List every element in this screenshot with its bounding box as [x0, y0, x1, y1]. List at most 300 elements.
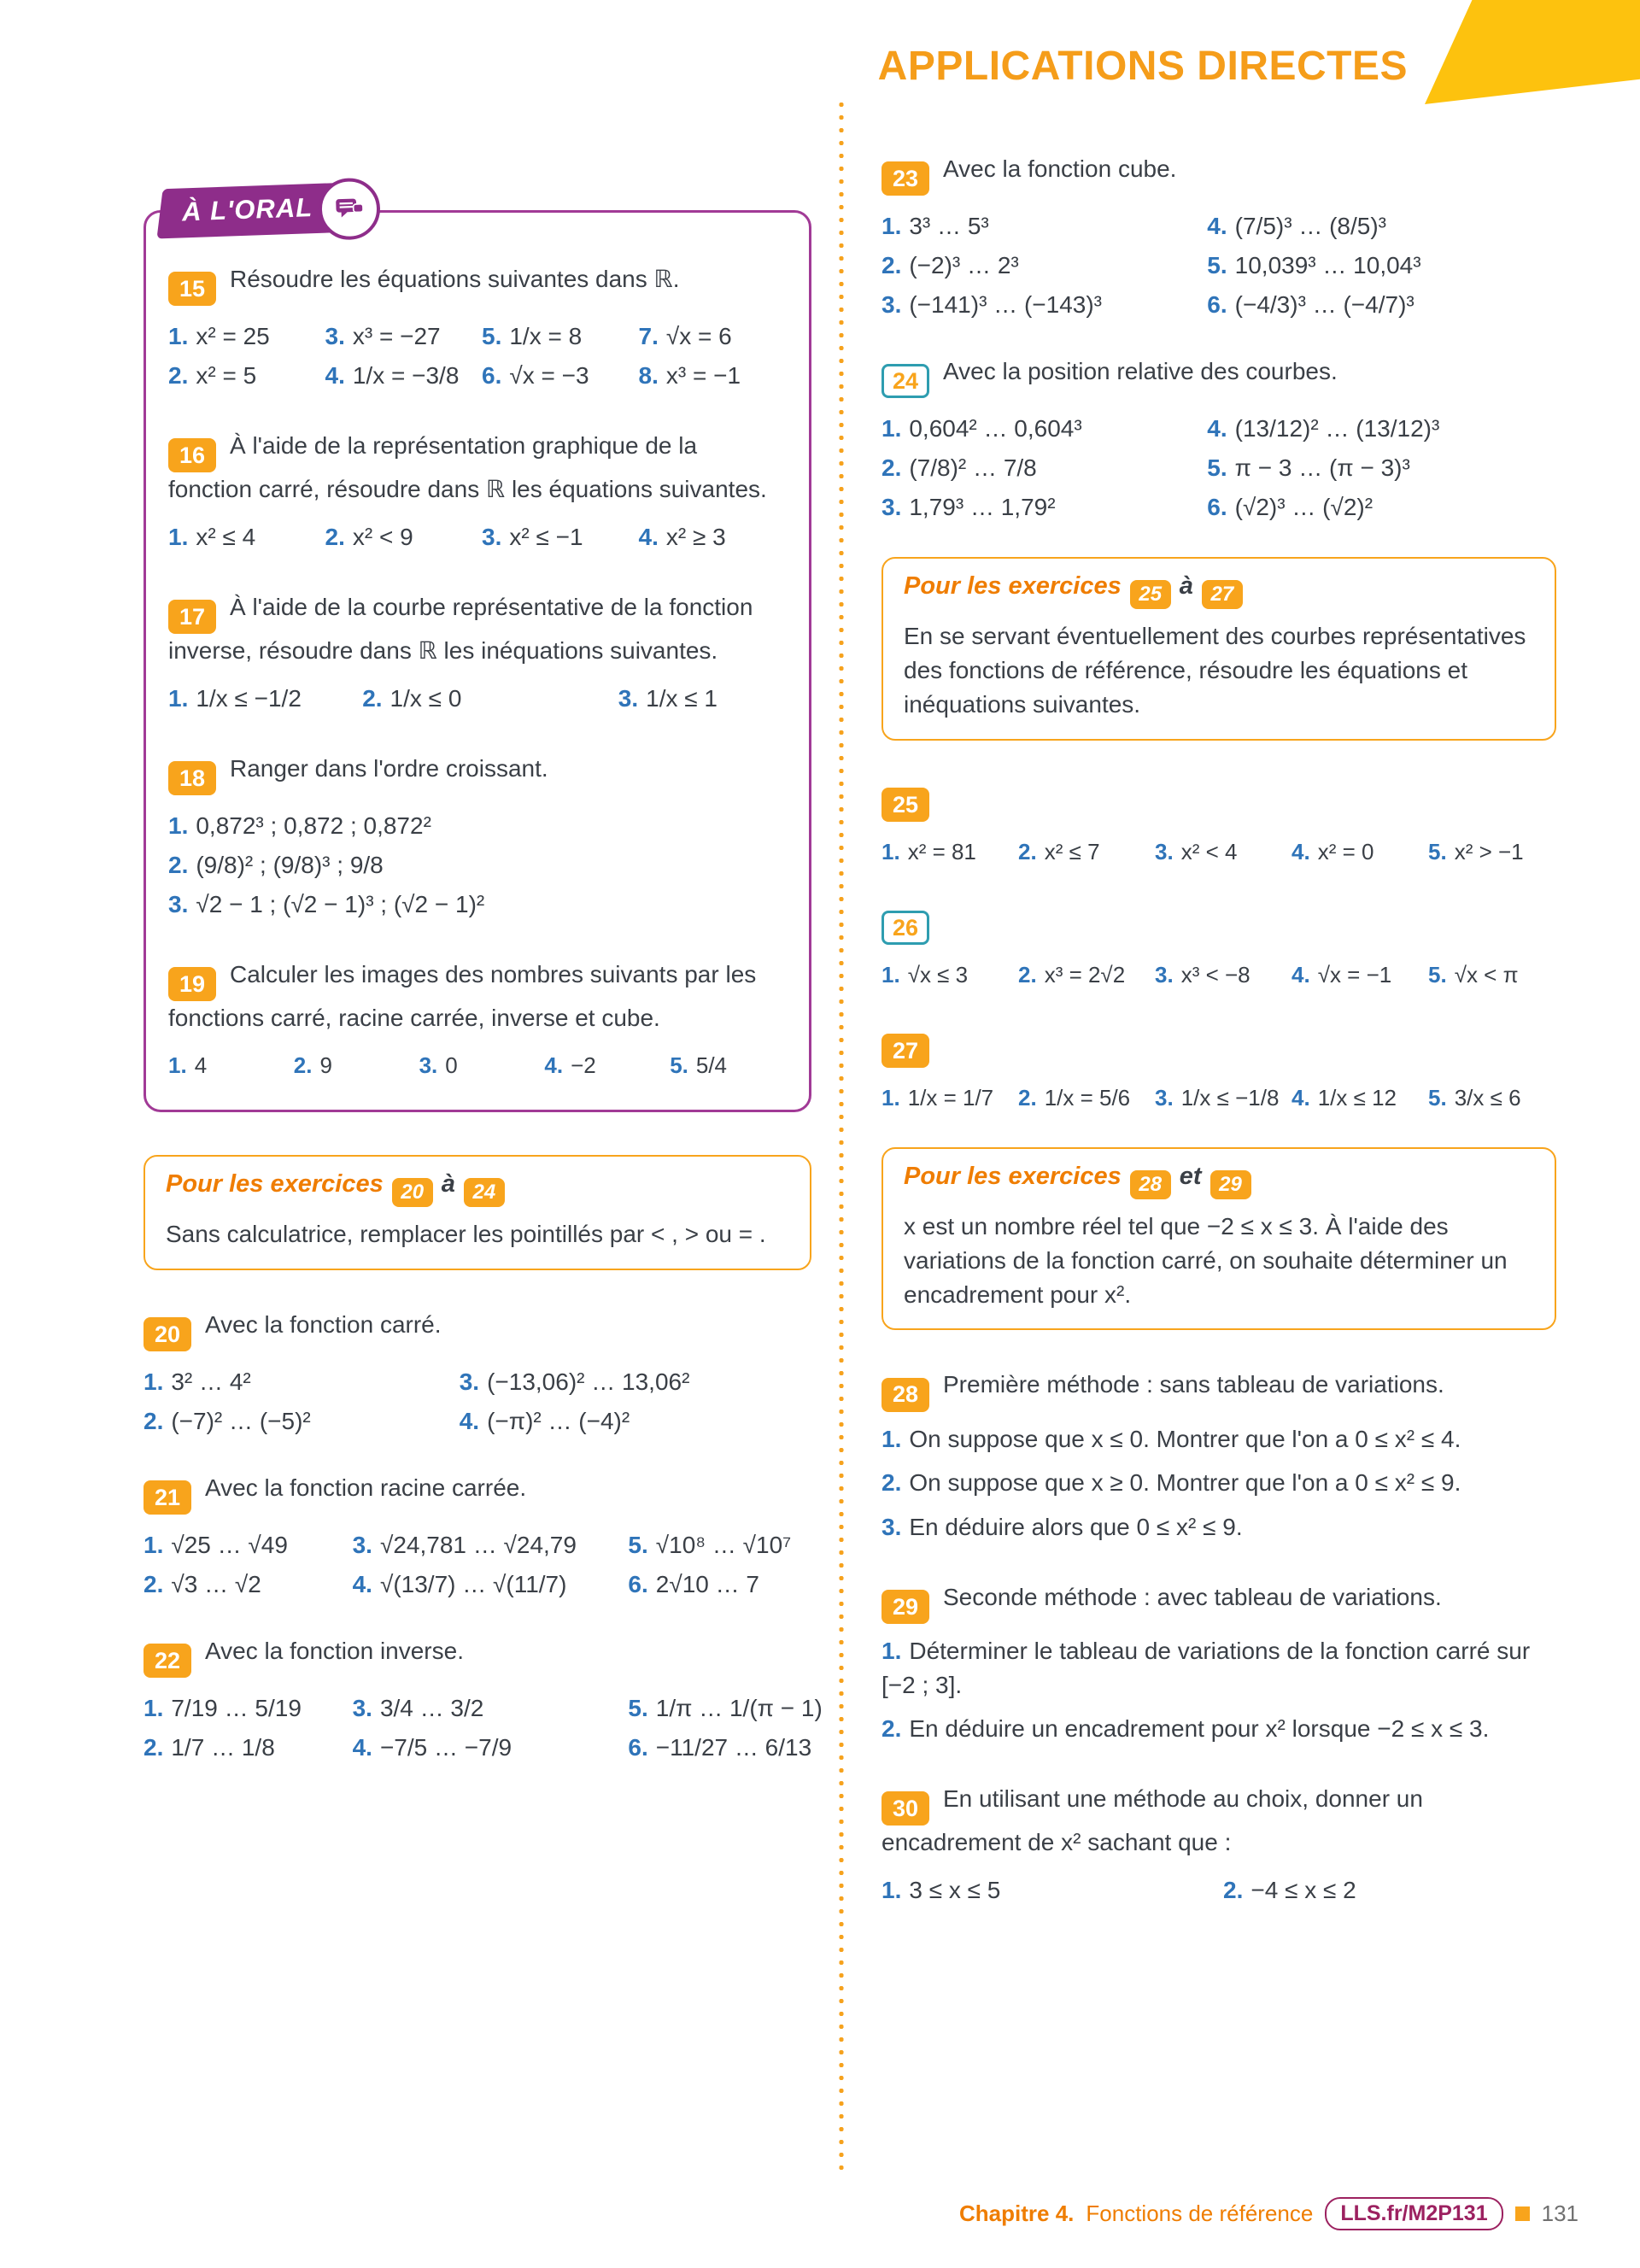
item-number: 2.	[882, 454, 902, 482]
exercise-intro: À l'aide de la représentation graphique de la fonction carré, résoudre dans ℝ les équations suivantes.	[168, 432, 767, 503]
exercise-badge: 18	[168, 761, 216, 795]
item-text: 10,039³ … 10,04³	[1234, 252, 1421, 279]
item-number: 5.	[482, 323, 502, 350]
item-number: 2.	[1018, 838, 1037, 864]
item-number: 2.	[144, 1734, 164, 1761]
exercise-badge: 27	[882, 1034, 929, 1068]
exercise-badge: 21	[144, 1480, 191, 1515]
exercise-badge: 28	[882, 1378, 929, 1412]
exercise-27	[882, 1024, 1556, 1111]
note-title	[904, 572, 1534, 609]
item-text: 1/x ≤ 1	[646, 685, 718, 712]
item-number: 2.	[168, 852, 189, 879]
exercise-badge: 30	[882, 1791, 929, 1826]
item-text: x² = 0	[1317, 838, 1374, 864]
exercise-item	[460, 1408, 820, 1435]
exercise-head	[168, 752, 787, 795]
item-number: 7.	[638, 323, 659, 350]
exercise-item	[325, 524, 474, 551]
item-text: 1/x ≤ 0	[390, 685, 462, 712]
exercise-item	[628, 1532, 829, 1559]
item-number: 2.	[1223, 1877, 1244, 1904]
page-title: APPLICATIONS DIRECTES	[877, 44, 1408, 89]
item-text: 9	[319, 1052, 332, 1079]
exercise-item	[1292, 839, 1420, 865]
item-number: 5.	[1428, 1085, 1447, 1111]
item-text: 0,872³ ; 0,872 ; 0,872²	[196, 812, 431, 840]
item-number: 1.	[882, 838, 900, 864]
item-text: x² < 4	[1180, 838, 1238, 864]
item-number: 1.	[168, 812, 189, 840]
exercise-item	[1155, 962, 1283, 988]
item-number: 4.	[1292, 1085, 1310, 1111]
exercise-head	[168, 958, 787, 1035]
item-text: √x = −1	[1317, 961, 1392, 987]
exercise-item	[353, 1532, 620, 1559]
note-title-text: Pour les exercices	[166, 1170, 384, 1198]
item-text: 3² … 4²	[171, 1368, 251, 1396]
exercise-item	[1207, 291, 1565, 319]
exercise-item	[1223, 1877, 1556, 1904]
exercise-item	[144, 1368, 451, 1396]
item-text: x³ = 2√2	[1044, 961, 1126, 987]
exercise-item	[882, 1712, 1556, 1746]
exercise-intro: Avec la position relative des courbes.	[943, 358, 1338, 385]
exercise-items	[882, 415, 1556, 521]
right-column	[882, 152, 1556, 1940]
exercise-19	[168, 958, 787, 1079]
exercise-item	[1207, 494, 1565, 521]
item-number: 3.	[882, 1514, 902, 1540]
exercise-item	[168, 524, 317, 551]
item-text: 4	[194, 1052, 208, 1079]
exercise-head	[882, 1782, 1556, 1860]
exercise-item	[1018, 839, 1146, 865]
item-text: x² ≤ 4	[196, 524, 256, 551]
exercise-item	[1207, 454, 1565, 482]
item-number: 1.	[882, 961, 900, 987]
item-number: 1.	[144, 1532, 164, 1559]
item-text: 7/19 … 5/19	[171, 1695, 302, 1722]
note-badge-from: 20	[392, 1178, 433, 1207]
exercise-head	[882, 152, 1556, 196]
item-text: (7/5)³ … (8/5)³	[1234, 213, 1387, 240]
exercise-badge: 15	[168, 272, 216, 306]
exercise-intro: Première méthode : sans tableau de variations.	[943, 1371, 1444, 1398]
exercise-15	[168, 262, 787, 390]
item-number: 4.	[1207, 213, 1227, 240]
exercise-head	[144, 1471, 811, 1515]
item-text: π − 3 … (π − 3)³	[1234, 454, 1410, 482]
exercise-item	[144, 1571, 344, 1598]
exercise-item	[1292, 1085, 1420, 1111]
item-number: 3.	[419, 1052, 438, 1079]
item-text: 0	[445, 1052, 458, 1079]
item-text: (−4/3)³ … (−4/7)³	[1234, 291, 1414, 319]
item-text: 5/4	[695, 1052, 728, 1079]
exercise-item	[168, 852, 787, 879]
exercise-25	[882, 778, 1556, 865]
exercise-item	[628, 1734, 829, 1761]
exercise-item	[882, 962, 1010, 988]
item-text: 2√10 … 7	[655, 1571, 759, 1598]
item-text: (−2)³ … 2³	[909, 252, 1019, 279]
item-number: 3.	[459, 1368, 480, 1396]
item-number: 1.	[882, 213, 902, 240]
exercise-item	[1018, 1085, 1146, 1111]
item-text: 1/7 … 1/8	[171, 1734, 275, 1761]
exercise-badge: 16	[168, 438, 216, 472]
note-title	[166, 1170, 789, 1207]
exercise-item	[628, 1695, 829, 1722]
exercise-item	[168, 685, 354, 712]
item-number: 4.	[1207, 415, 1227, 442]
item-number: 5.	[1428, 838, 1447, 864]
item-number: 5.	[628, 1532, 648, 1559]
exercise-item	[882, 1510, 1556, 1544]
exercise-item	[168, 323, 317, 350]
item-number: 3.	[352, 1695, 372, 1722]
exercise-17	[168, 590, 787, 712]
exercise-item	[419, 1052, 536, 1079]
note-joiner: à	[1179, 572, 1193, 601]
exercise-head	[882, 1368, 1556, 1411]
exercise-intro: Avec la fonction inverse.	[205, 1638, 464, 1665]
note-badge-to: 24	[464, 1178, 505, 1207]
item-text: √2 − 1 ; (√2 − 1)³ ; (√2 − 1)²	[196, 891, 485, 918]
page-number: 131	[1541, 2201, 1578, 2226]
exercise-item	[168, 891, 787, 918]
exercise-intro: Avec la fonction racine carrée.	[205, 1474, 527, 1502]
item-number: 2.	[325, 524, 345, 551]
item-number: 3.	[168, 891, 189, 918]
exercise-badge: 17	[168, 600, 216, 634]
exercise-item	[882, 252, 1198, 279]
item-text: x³ < −8	[1180, 961, 1250, 987]
item-text: √x ≤ 3	[907, 961, 969, 987]
item-text: (7/8)² … 7/8	[909, 454, 1037, 482]
exercise-item	[1018, 962, 1146, 988]
item-text: x² = 25	[196, 323, 270, 350]
note-joiner: à	[441, 1170, 455, 1198]
note-title-text: Pour les exercices	[904, 1163, 1122, 1191]
item-number: 2.	[882, 252, 902, 279]
item-number: 1.	[168, 524, 189, 551]
item-text: 1/x = 5/6	[1044, 1085, 1131, 1111]
exercise-item	[618, 685, 804, 712]
item-text: Déterminer le tableau de variations de la fonction carré sur [−2 ; 3].	[882, 1637, 1531, 1698]
note-body: Sans calculatrice, remplacer les pointillés par < , > ou = .	[166, 1221, 766, 1248]
item-text: (−7)² … (−5)²	[171, 1408, 311, 1435]
exercise-head	[168, 429, 787, 507]
exercise-26	[882, 901, 1556, 988]
item-text: x³ = −27	[352, 323, 441, 350]
item-number: 4.	[325, 362, 345, 390]
exercise-items	[168, 524, 787, 551]
note-box-28-29	[882, 1147, 1556, 1330]
item-text: 1,79³ … 1,79²	[909, 494, 1056, 521]
exercise-item	[639, 323, 788, 350]
lls-link-badge[interactable]: LLS.fr/M2P131	[1325, 2197, 1502, 2230]
item-text: 1/x ≤ 12	[1317, 1085, 1397, 1111]
item-text: En déduire alors que 0 ≤ x² ≤ 9.	[909, 1514, 1243, 1540]
exercise-items	[882, 962, 1556, 988]
item-number: 1.	[144, 1368, 164, 1396]
item-text: x² = 5	[196, 362, 257, 390]
exercise-items	[168, 812, 787, 918]
item-number: 2.	[293, 1052, 313, 1079]
exercise-28	[882, 1368, 1556, 1544]
item-number: 1.	[882, 1085, 900, 1111]
item-text: On suppose que x ≥ 0. Montrer que l'on a 0 ≤ x² ≤ 9.	[909, 1469, 1461, 1497]
note-box-20-24	[144, 1155, 811, 1270]
exercise-item	[325, 323, 474, 350]
item-number: 5.	[670, 1052, 688, 1079]
note-title	[904, 1163, 1534, 1199]
exercise-item	[168, 1052, 285, 1079]
item-text: −11/27 … 6/13	[655, 1734, 812, 1761]
exercise-badge: 22	[144, 1644, 191, 1678]
corner-decoration	[1425, 0, 1640, 104]
exercise-item	[882, 494, 1198, 521]
exercise-item	[882, 454, 1198, 482]
item-number: 2.	[362, 685, 383, 712]
item-text: x³ = −1	[665, 362, 741, 390]
exercise-intro: Seconde méthode : avec tableau de variations.	[943, 1583, 1442, 1610]
exercise-badge-outlined: 24	[882, 364, 929, 398]
item-text: √3 … √2	[171, 1571, 261, 1598]
exercise-item	[882, 213, 1198, 240]
exercise-head	[882, 1580, 1556, 1624]
item-number: 1.	[144, 1695, 164, 1722]
exercise-item	[1207, 252, 1565, 279]
item-number: 3.	[618, 685, 639, 712]
item-text: 0,604² … 0,604³	[909, 415, 1082, 442]
note-badge-from: 28	[1130, 1170, 1171, 1199]
exercise-22	[144, 1634, 823, 1761]
item-number: 2.	[882, 1715, 902, 1743]
note-badge-to: 29	[1210, 1170, 1251, 1199]
item-text: 3/x ≤ 6	[1454, 1085, 1521, 1111]
exercise-item	[1428, 1085, 1556, 1111]
item-text: 1/π … 1/(π − 1)	[655, 1695, 823, 1722]
item-number: 4.	[1292, 838, 1310, 864]
page-footer	[959, 2197, 1578, 2230]
exercise-item	[1207, 415, 1565, 442]
exercise-item	[882, 839, 1010, 865]
exercise-16	[168, 429, 787, 551]
exercise-head	[882, 901, 1556, 945]
exercise-items	[144, 1368, 811, 1435]
item-number: 4.	[544, 1052, 564, 1079]
item-number: 2.	[144, 1408, 164, 1435]
item-text: −2	[571, 1052, 596, 1079]
exercise-badge: 23	[882, 161, 929, 196]
item-number: 6.	[628, 1734, 648, 1761]
exercise-item	[1155, 839, 1283, 865]
oral-ribbon	[159, 182, 374, 241]
item-text: x² ≤ 7	[1044, 838, 1100, 864]
item-number: 4.	[638, 524, 659, 551]
item-number: 4.	[459, 1408, 480, 1435]
item-number: 3.	[325, 323, 345, 350]
item-number: 1.	[168, 685, 189, 712]
item-text: √x = 6	[665, 323, 732, 350]
item-text: √24,781 … √24,79	[379, 1532, 577, 1559]
exercise-item	[882, 1634, 1556, 1702]
exercise-items	[882, 1085, 1556, 1111]
exercise-item	[362, 685, 610, 712]
chapter-label: Chapitre 4.	[959, 2201, 1075, 2226]
exercise-18	[168, 752, 787, 918]
exercise-intro: À l'aide de la courbe représentative de la fonction inverse, résoudre dans ℝ les inéquations suivantes.	[168, 594, 753, 665]
item-number: 3.	[1155, 838, 1174, 864]
item-text: (9/8)² ; (9/8)³ ; 9/8	[196, 852, 384, 879]
note-title-text: Pour les exercices	[904, 572, 1122, 601]
item-number: 1.	[168, 1052, 187, 1079]
item-text: 1/x = 1/7	[907, 1085, 994, 1111]
exercise-item	[1207, 213, 1565, 240]
column-separator	[839, 98, 844, 2174]
exercise-item	[482, 362, 630, 390]
note-badge-to: 27	[1202, 580, 1243, 609]
exercise-item	[639, 362, 788, 390]
exercise-item	[460, 1368, 820, 1396]
item-text: (13/12)² … (13/12)³	[1234, 415, 1440, 442]
item-number: 8.	[638, 362, 659, 390]
item-number: 6.	[628, 1571, 648, 1598]
chapter-title: Fonctions de référence	[1086, 2201, 1314, 2226]
item-number: 1.	[882, 1877, 902, 1904]
oral-label: À L'ORAL	[181, 192, 313, 227]
item-number: 5.	[628, 1695, 648, 1722]
exercise-items	[882, 839, 1556, 865]
item-number: 3.	[1155, 1085, 1174, 1111]
exercise-head	[144, 1634, 811, 1678]
exercise-items	[168, 685, 787, 712]
left-column	[144, 181, 823, 1797]
item-text: (−π)² … (−4)²	[487, 1408, 630, 1435]
item-number: 1.	[882, 415, 902, 442]
exercise-head	[168, 590, 787, 668]
item-number: 3.	[352, 1532, 372, 1559]
exercise-23	[882, 152, 1556, 319]
item-number: 2.	[144, 1571, 164, 1598]
exercise-intro: Avec la fonction carré.	[205, 1310, 442, 1338]
exercise-item	[882, 291, 1198, 319]
exercise-intro: Ranger dans l'ordre croissant.	[230, 755, 548, 782]
item-number: 5.	[1428, 961, 1447, 987]
item-number: 3.	[1155, 961, 1174, 987]
item-text: 1/x ≤ −1/2	[196, 685, 302, 712]
item-text: On suppose que x ≤ 0. Montrer que l'on a 0 ≤ x² ≤ 4.	[909, 1425, 1461, 1452]
exercise-item	[882, 415, 1198, 442]
exercise-item	[294, 1052, 411, 1079]
exercise-item	[882, 1422, 1556, 1456]
exercise-item	[882, 1466, 1556, 1500]
item-number: 3.	[882, 494, 902, 521]
exercise-head	[144, 1308, 811, 1351]
exercise-item	[168, 362, 317, 390]
item-text: −4 ≤ x ≤ 2	[1250, 1877, 1356, 1904]
item-text: En déduire un encadrement pour x² lorsque −2 ≤ x ≤ 3.	[909, 1715, 1490, 1743]
item-number: 6.	[1207, 291, 1227, 319]
item-text: 1/x ≤ −1/8	[1180, 1085, 1280, 1111]
note-badge-from: 25	[1130, 580, 1171, 609]
exercise-items	[882, 1877, 1556, 1904]
exercise-item	[353, 1734, 620, 1761]
item-number: 4.	[352, 1571, 372, 1598]
item-number: 2.	[882, 1469, 902, 1497]
exercise-item	[144, 1408, 451, 1435]
exercise-item	[1155, 1085, 1283, 1111]
item-number: 3.	[882, 291, 902, 319]
exercise-items	[882, 213, 1556, 319]
exercise-items	[168, 323, 787, 390]
exercise-item	[882, 1877, 1215, 1904]
item-text: √10⁸ … √10⁷	[655, 1532, 792, 1559]
exercise-badge: 29	[882, 1590, 929, 1624]
exercise-item	[353, 1695, 620, 1722]
exercise-items	[144, 1532, 811, 1598]
exercise-item	[544, 1052, 661, 1079]
item-text: x² ≤ −1	[509, 524, 583, 551]
exercise-intro: Résoudre les équations suivantes dans ℝ.	[230, 266, 680, 292]
item-text: 1/x = 8	[509, 323, 583, 350]
exercise-head	[882, 1024, 1556, 1068]
exercise-head	[882, 355, 1556, 398]
item-text: x² > −1	[1454, 838, 1524, 864]
item-number: 4.	[1292, 961, 1310, 987]
exercise-item	[628, 1571, 829, 1598]
note-body: En se servant éventuellement des courbes représentatives des fonctions de référence, résoudre les équations et inéquations suivantes.	[904, 623, 1526, 718]
item-text: x² = 81	[907, 838, 976, 864]
item-text: (−13,06)² … 13,06²	[487, 1368, 690, 1396]
exercise-item	[482, 323, 630, 350]
exercise-21	[144, 1471, 811, 1598]
item-text: 3/4 … 3/2	[379, 1695, 484, 1722]
note-box-25-27	[882, 557, 1556, 740]
item-text: x² < 9	[352, 524, 413, 551]
item-text: x² ≥ 3	[665, 524, 726, 551]
exercise-badge: 20	[144, 1317, 191, 1351]
note-body: x est un nombre réel tel que −2 ≤ x ≤ 3. À l'aide des variations de la fonction carré, on souhaite déterminer un encadrement pour x².	[904, 1213, 1508, 1308]
exercise-item	[168, 812, 787, 840]
exercise-item	[1428, 962, 1556, 988]
exercise-24	[882, 355, 1556, 521]
item-number: 5.	[1207, 252, 1227, 279]
exercise-intro: Calculer les images des nombres suivants par les fonctions carré, racine carrée, inverse et cube.	[168, 961, 757, 1032]
exercise-badge-outlined: 26	[882, 911, 929, 945]
exercise-item	[1428, 839, 1556, 865]
item-text: √(13/7) … √(11/7)	[379, 1571, 567, 1598]
item-number: 4.	[352, 1734, 372, 1761]
footer-square-icon	[1515, 2206, 1530, 2221]
item-number: 1.	[882, 1425, 902, 1452]
item-text: 3³ … 5³	[909, 213, 989, 240]
item-number: 2.	[1018, 1085, 1037, 1111]
exercise-item	[1292, 962, 1420, 988]
item-text: 3 ≤ x ≤ 5	[909, 1877, 1001, 1904]
exercise-item	[325, 362, 474, 390]
exercise-items	[144, 1695, 823, 1761]
exercise-head	[168, 262, 787, 306]
exercise-29	[882, 1580, 1556, 1746]
item-text: √x < π	[1454, 961, 1519, 987]
item-number: 6.	[482, 362, 502, 390]
item-text: (−141)³ … (−143)³	[909, 291, 1102, 319]
item-number: 5.	[1207, 454, 1227, 482]
